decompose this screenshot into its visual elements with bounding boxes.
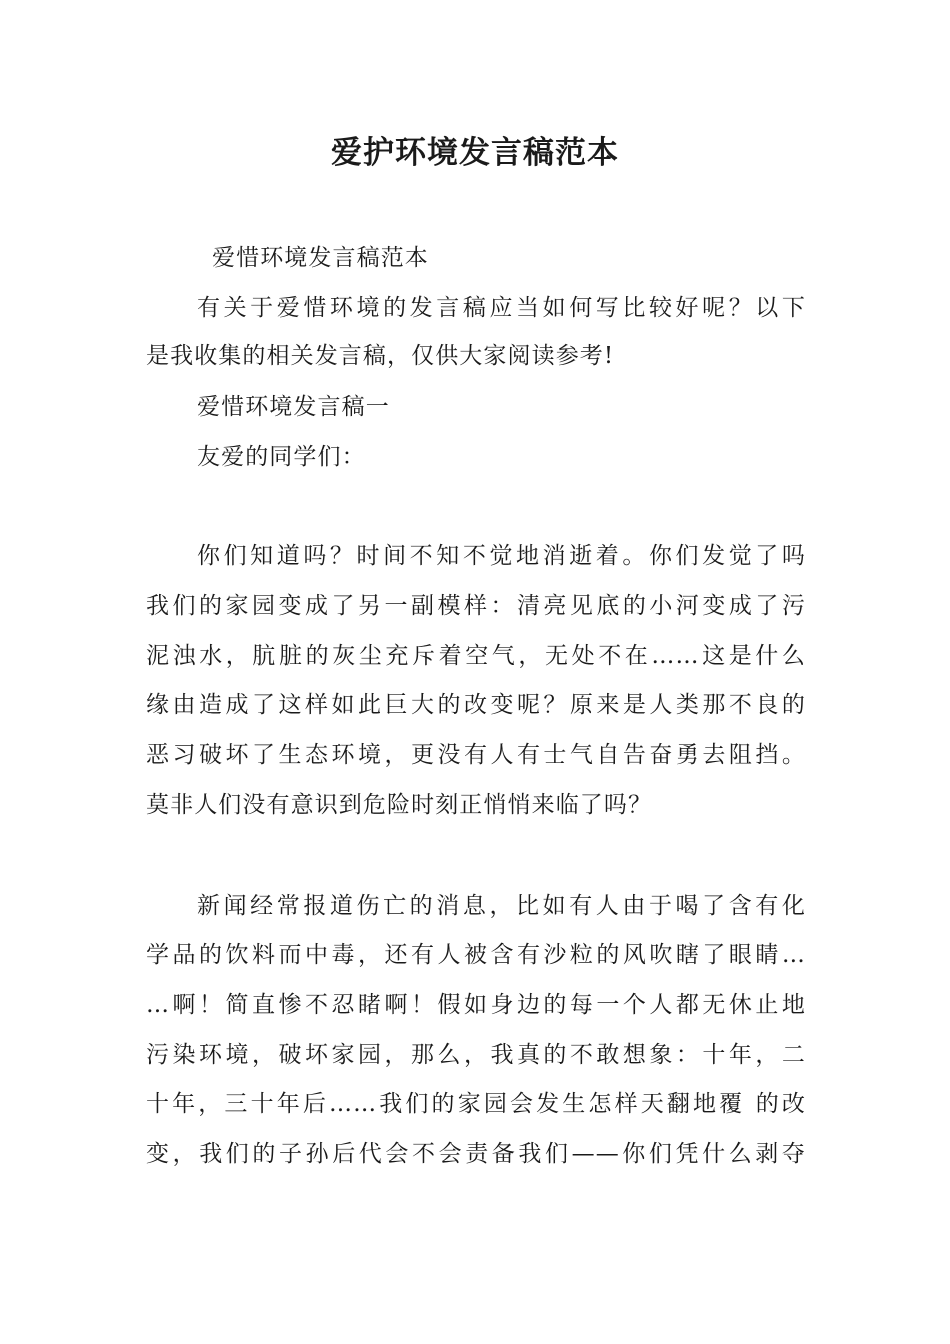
text-line: 新闻经常报道伤亡的消息，比如有人由于喝了含有化 bbox=[197, 893, 806, 919]
text-line: 我们的家园变成了另一副模样：清亮见底的小河变成了污 bbox=[146, 593, 806, 619]
text-line: 泥浊水，肮脏的灰尘充斥着空气，无处不在……这是什么 bbox=[146, 643, 806, 669]
text-line: 十年，三十年后……我们的家园会发生怎样天翻地覆 的改 bbox=[146, 1091, 806, 1117]
text-line: 恶习破坏了生态环境，更没有人有士气自告奋勇去阻挡。 bbox=[146, 742, 806, 768]
subtitle-line: 爱惜环境发言稿范本 bbox=[212, 245, 429, 271]
text-line: …啊！简直惨不忍睹啊！假如身边的每一个人都无休止地 bbox=[146, 992, 806, 1018]
text-line: 你们知道吗？时间不知不觉地消逝着。你们发觉了吗 bbox=[197, 543, 806, 569]
salutation: 友爱的同学们： bbox=[197, 444, 366, 470]
document-title: 爱护环境发言稿范本 bbox=[331, 135, 619, 171]
text-line: 学品的饮料而中毒，还有人被含有沙粒的风吹瞎了眼睛… bbox=[146, 942, 806, 968]
text-line: 变，我们的子孙后代会不会责备我们——你们凭什么剥夺 bbox=[146, 1141, 806, 1167]
text-line: 有关于爱惜环境的发言稿应当如何写比较好呢？以下 bbox=[197, 295, 806, 321]
text-line: 污染环境，破坏家园，那么，我真的不敢想象：十年，二 bbox=[146, 1042, 806, 1068]
text-line: 缘由造成了这样如此巨大的改变呢？原来是人类那不良的 bbox=[146, 692, 806, 718]
section-heading: 爱惜环境发言稿一 bbox=[197, 394, 390, 420]
text-line: 莫非人们没有意识到危险时刻正悄悄来临了吗？ bbox=[146, 792, 653, 818]
text-line: 是我收集的相关发言稿，仅供大家阅读参考! bbox=[146, 343, 615, 369]
